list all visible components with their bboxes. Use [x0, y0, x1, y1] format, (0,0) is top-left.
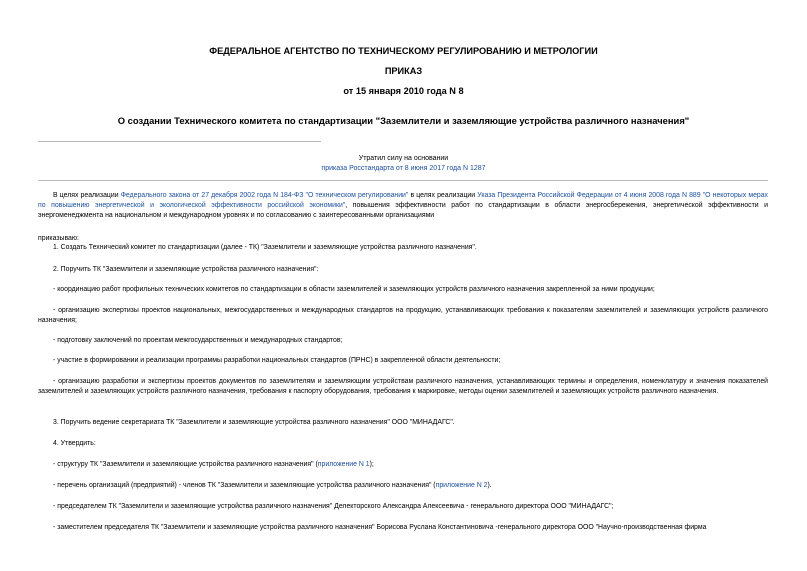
document-type-heading: ПРИКАЗ [384, 66, 423, 76]
preamble-text-1: В целях реализации [53, 192, 121, 199]
item-4a-tail: ); [369, 461, 374, 468]
federal-law-link[interactable]: Федерального закона от 27 декабря 2002 года N 184-ФЗ "О техническом регулировании" [120, 192, 409, 199]
item-4c: - председателем ТК "Заземлители и заземляющие устройства различного назначения" Делекторского Александра Алексеевича - генерального директора ООО "МИНАДАГС"; [53, 503, 614, 510]
item-2: 2. Поручить ТК "Заземлители и заземляющие устройства различного назначения": [53, 266, 319, 273]
item-2e: - организацию разработки и экспертизы проектов документов по заземлителям и заземляющим устройствам различного назначения, устанавливающих термины и определения, номенклатуру и значения показателей заземлителей и заземляющих устройств различного назначения, требования к паспорту оборудования, требования к маркировке, методы оценки заземлителей и заземляющих устройств различного назначения. [38, 378, 768, 395]
item-4b [38, 481, 768, 491]
preamble-paragraph [38, 191, 768, 220]
item-1: 1. Создать Технический комитет по стандартизации (далее - ТК) "Заземлители и заземляющие устройства различного назначения". [53, 244, 477, 251]
item-4d: - заместителем председателя ТК "Заземлители и заземляющие устройства различного назначения" Борисова Руслана Константиновича -генерального директора ООО "Научно-производственная фирма [53, 524, 707, 531]
order-word: приказываю: [38, 235, 79, 242]
item-2c: - подготовку заключений по проектам межгосударственных и международных стандартов; [53, 337, 343, 344]
item-4a-text: - структуру ТК "Заземлители и заземляющие устройства различного назначения" ( [53, 461, 318, 468]
document-subject: О создании Технического комитета по стандартизации "Заземлители и заземляющие устройства различного назначения" [117, 115, 690, 126]
appendix-2-link[interactable]: приложение N 2 [435, 482, 488, 489]
divider-short [38, 141, 321, 142]
item-2a: - координацию работ профильных технических комитетов по стандартизации в области заземлителей и заземляющих устройств различного назначения закрепленной за ними продукции; [53, 286, 655, 293]
agency-heading: ФЕДЕРАЛЬНОЕ АГЕНТСТВО ПО ТЕХНИЧЕСКОМУ РЕГУЛИРОВАНИЮ И МЕТРОЛОГИИ [209, 46, 598, 56]
item-2d: - участие в формировании и реализации программы разработки национальных стандартов (ПРНС) в закрепленной области деятельности; [53, 357, 501, 364]
repeal-order-link[interactable]: приказа Росстандарта от 8 июня 2017 года N 1287 [321, 165, 486, 172]
item-2b: - организацию экспертизы проектов национальных, межгосударственных и международных стандартов на продукцию, устанавливающих требования к показателям заземлителей и заземляющих устройств различного назначения; [38, 307, 768, 324]
appendix-1-link[interactable]: приложение N 1 [317, 461, 370, 468]
item-4a [38, 460, 768, 470]
item-4b-text: - перечень организаций (предприятий) - членов ТК "Заземлители и заземляющие устройства различного назначения" ( [53, 482, 436, 489]
preamble-text-2: в целях реализации [408, 192, 478, 199]
presidential-decree-link[interactable]: Указа Президента Российской Федерации от 4 июня 2008 года N 889 "О некоторых мерах по повышению энергетической и экологической эффективности российской экономики" [38, 192, 769, 209]
item-4b-tail: ). [487, 482, 492, 489]
document-date: от 15 января 2010 года N 8 [343, 86, 464, 96]
divider-long [38, 180, 768, 181]
item-3: 3. Поручить ведение секретариата ТК "Заземлители и заземляющие устройства различного назначения" ООО "МИНАДАГС". [53, 419, 455, 426]
item-4: 4. Утвердить: [53, 440, 96, 447]
preamble-text-3: , повышения эффективности работ по стандартизации в области энергосбережения, энергетической эффективности и энергоменеджмента на национальном и международном уровнях и по согласованию с заинтересованными организациями [38, 201, 768, 219]
status-note: Утратил силу на основании [358, 155, 449, 162]
